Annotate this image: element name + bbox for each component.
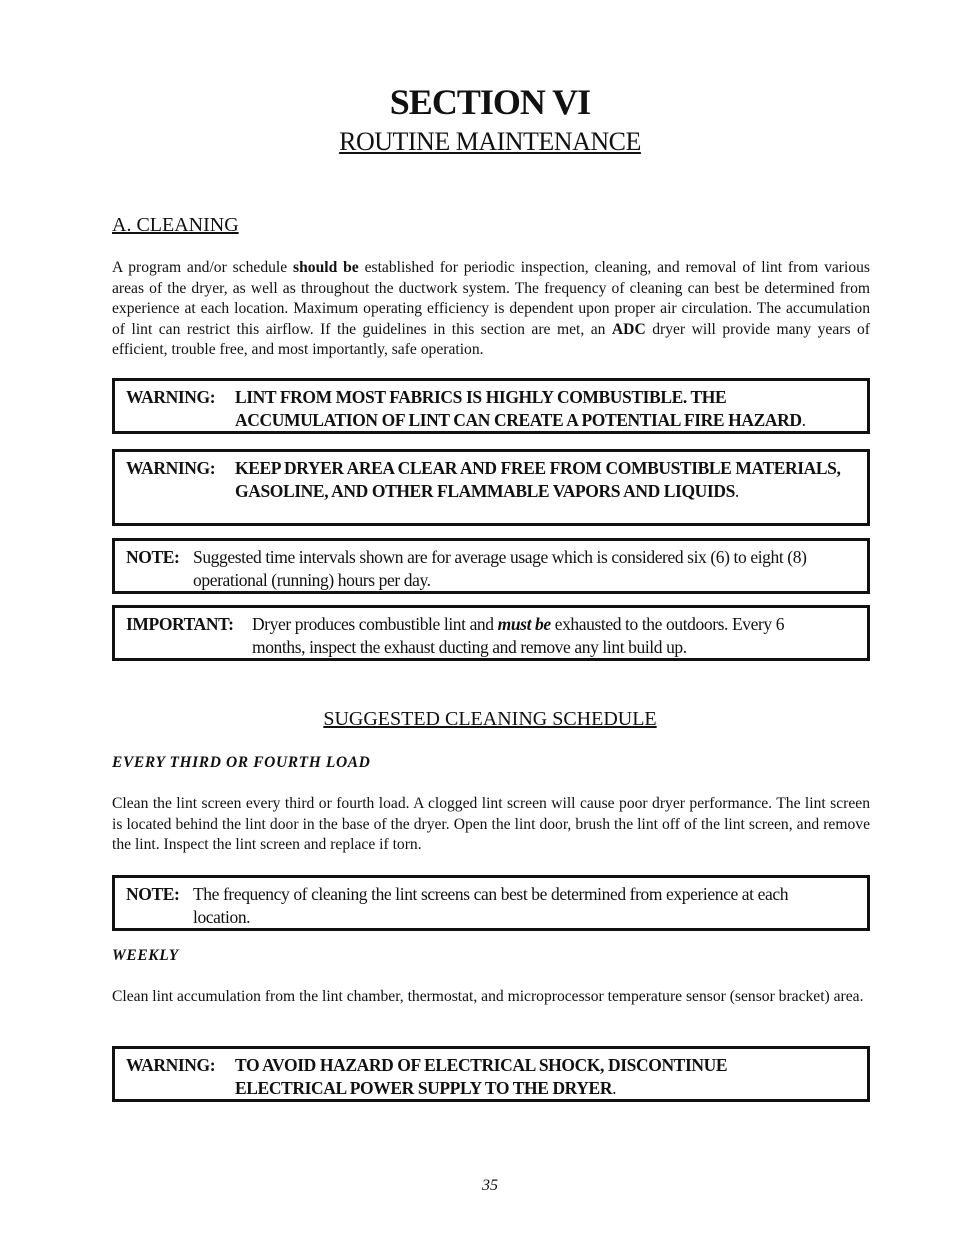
intro-text-3: dryer will provide many years of efficient, trouble free, and most importantly, safe operation. <box>112 320 870 359</box>
page-number: 35 <box>482 1177 498 1194</box>
intro-bold-should-be: should be <box>293 259 359 276</box>
important-text-1: Dryer produces combustible lint and <box>252 614 498 634</box>
intro-bold-adc: ADC <box>611 320 646 338</box>
note-text: The frequency of cleaning the lint screens can best be determined from experience at each location. <box>193 884 789 927</box>
schedule-title: SUGGESTED CLEANING SCHEDULE <box>323 708 657 730</box>
note-box-lint-screens <box>112 875 870 931</box>
important-label: IMPORTANT: <box>126 614 234 634</box>
warning-text-end: . <box>801 409 806 430</box>
important-text <box>252 613 867 658</box>
cleaning-intro-paragraph <box>112 258 870 361</box>
warning-label: WARNING: <box>126 1055 216 1075</box>
warning-text-end: . <box>734 480 739 501</box>
warning-text-bold: TO AVOID HAZARD OF ELECTRICAL SHOCK, DISCONTINUE ELECTRICAL POWER SUPPLY TO THE DRYER <box>235 1055 728 1098</box>
warning-text-bold: LINT FROM MOST FABRICS IS HIGHLY COMBUSTIBLE. THE ACCUMULATION OF LINT CAN CREATE A POTENTIAL FIRE HAZARD <box>235 387 802 430</box>
note-label: NOTE: <box>126 547 180 567</box>
warning-text-end: . <box>612 1077 617 1098</box>
warning-box-lint-combustible <box>112 378 870 434</box>
intro-text-2: established for periodic inspection, cleaning, and removal of lint from various areas of the dryer, as well as throughout the ductwork system. The frequency of cleaning can best be determined from experience at each location. Maximum operating efficiency is dependent upon proper air circulation. The accumulation of lint can restrict this airflow. If the guidelines in this section are met, an <box>112 259 870 338</box>
weekly-heading: WEEKLY <box>112 947 179 964</box>
warning-box-keep-area-clear <box>112 449 870 526</box>
important-box-exhaust <box>112 605 870 661</box>
weekly-paragraph: Clean lint accumulation from the lint chamber, thermostat, and microprocessor temperature sensor (sensor bracket) area. <box>112 988 864 1005</box>
warning-text <box>235 1054 867 1099</box>
intro-text-1: A program and/or schedule <box>112 259 294 276</box>
section-subtitle: ROUTINE MAINTENANCE <box>339 127 641 156</box>
section-title: SECTION VI <box>389 82 591 122</box>
warning-box-electrical-shock <box>112 1046 870 1102</box>
cleaning-heading: A. CLEANING <box>112 214 239 236</box>
note-label: NOTE: <box>126 884 180 904</box>
every-load-paragraph: Clean the lint screen every third or fourth load. A clogged lint screen will cause poor dryer performance. The lint screen is located behind the lint door in the base of the dryer. Open the lint door, brush the lint off of the lint screen, and remove the lint. Inspect the lint screen and replace if torn. <box>112 795 870 854</box>
warning-text <box>235 386 867 431</box>
note-box-time-intervals <box>112 538 870 594</box>
warning-text-bold: KEEP DRYER AREA CLEAR AND FREE FROM COMBUSTIBLE MATERIALS, GASOLINE, AND OTHER FLAMMABLE VAPORS AND LIQUIDS <box>235 458 841 501</box>
important-text-2: exhausted to the outdoors. Every 6 months, inspect the exhaust ducting and remove any lint build up. <box>252 614 785 657</box>
every-load-heading: EVERY THIRD OR FOURTH LOAD <box>112 754 371 771</box>
important-emphasis: must be <box>497 614 551 634</box>
warning-label: WARNING: <box>126 387 216 407</box>
warning-text <box>235 457 867 502</box>
note-text: Suggested time intervals shown are for average usage which is considered six (6) to eight (8) operational (running) hours per day. <box>193 547 807 590</box>
warning-label: WARNING: <box>126 458 216 478</box>
